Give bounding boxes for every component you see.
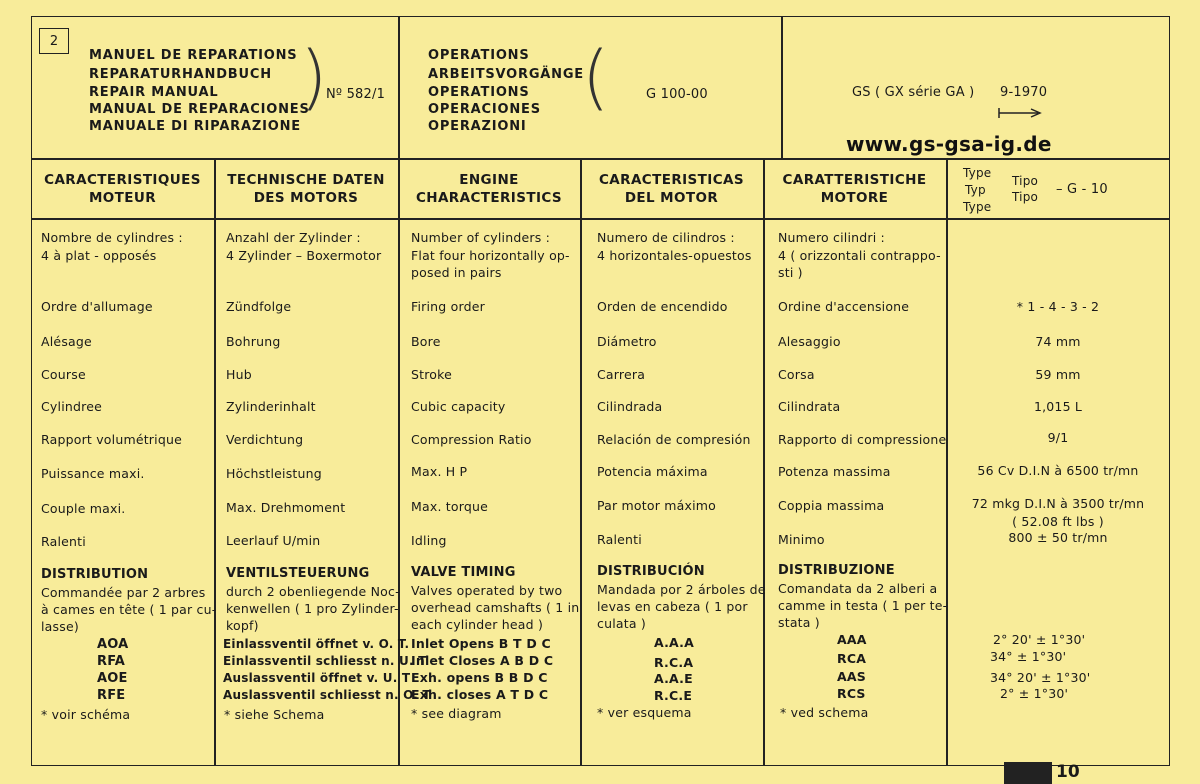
header-vline-2 [781,16,783,158]
op-de: ARBEITSVORGÄNGE [428,67,584,82]
row-firing-en: Firing order [411,299,485,314]
row-ratio-fr: Rapport volumétrique [41,432,182,447]
row-torque-de: Max. Drehmoment [226,500,346,515]
dist-desc-de: durch 2 obenliegende Noc- kenwellen ( 1 pro Zylinder- kopf) [226,584,400,633]
row-firing-fr: Ordre d'allumage [41,299,153,314]
row-idle-de: Leerlauf U/min [226,533,321,548]
row-torque-value: 72 mkg D.I.N à 3500 tr/mn ( 52.08 ft lbs ) [971,496,1145,529]
row-bore-en: Bore [411,334,441,349]
row-torque-it: Coppia massima [778,498,885,513]
note-it: * ved schema [780,705,869,720]
title-de: REPARATURHANDBUCH [89,67,272,82]
op-fr: OPERATIONS [428,48,530,63]
row-power-value: 56 Cv D.I.N à 6500 tr/mn [977,463,1139,478]
dist-code-en-1: Inlet Opens B T D C [411,636,551,651]
header-divider [31,158,1170,160]
dist-code-es-2: R.C.A [654,655,694,670]
row-power-fr: Puissance maxi. [41,466,145,481]
row-firing-es: Orden de encendido [597,299,728,314]
row-cc-de: Zylinderinhalt [226,399,316,414]
dist-code-it-2: RCA [837,651,867,666]
dist-title-en: VALVE TIMING [411,565,516,580]
row-bore-de: Bohrung [226,334,281,349]
row-bore-fr: Alésage [41,334,92,349]
dist-code-it-1: AAA [837,632,867,647]
col-header-it: CARATTERISTICHE MOTORE [782,172,927,206]
row-cc-es: Cilindrada [597,399,663,414]
dist-code-en-4: Exh. closes A T D C [411,687,549,702]
dist-title-fr: DISTRIBUTION [41,567,149,582]
op-it: OPERAZIONI [428,119,527,134]
row-power-it: Potenza massima [778,464,891,479]
model: GS ( GX série GA ) [852,85,975,100]
note-fr: * voir schéma [41,707,131,722]
row-cyl-it: Numero cilindri : 4 ( orizzontali contrappo- sti ) [778,230,941,280]
dist-code-de-2: Einlassventil schliesst n. U. T [223,654,427,668]
type-label-3: Type [963,200,992,214]
row-ratio-value: 9/1 [1047,430,1069,445]
title-fr: MANUEL DE REPARATIONS [89,48,298,63]
row-idle-en: Idling [411,533,447,548]
row-power-es: Potencia máxima [597,464,708,479]
dist-code-de-3: Auslassventil öffnet v. U. T [223,671,411,685]
row-bore-value: 74 mm [1035,334,1081,349]
date: 9-1970 [1000,85,1048,100]
dist-value-3: 34° 20' ± 1°30' [990,670,1091,685]
dist-code-fr-3: AOE [97,671,128,686]
dist-desc-es: Mandada por 2 árboles de levas en cabeza ( 1 por culata ) [597,582,766,631]
op-en: OPERATIONS [428,85,530,100]
row-bore-it: Alesaggio [778,334,841,349]
col-header-es: CARACTERISTICAS DEL MOTOR [599,172,744,206]
website-url: www.gs-gsa-ig.de [846,132,1052,156]
manual-number: Nº 582/1 [326,87,386,102]
dist-code-de-4: Auslassventil schliesst n. O. T [223,688,431,702]
row-stroke-es: Carrera [597,367,646,382]
dist-code-es-3: A.A.E [654,671,693,686]
type-value: – G - 10 [1056,182,1108,197]
col-header-fr: CARACTERISTIQUES MOTEUR [44,172,201,206]
row-ratio-de: Verdichtung [226,432,304,447]
column-header-divider [31,218,1170,220]
dist-code-en-2: Inlet Closes A B D C [411,653,554,668]
dist-code-fr-2: RFA [97,654,126,669]
row-torque-es: Par motor máximo [597,498,716,513]
col-divider-3 [580,158,582,766]
title-it: MANUALE DI RIPARAZIONE [89,119,301,134]
row-ratio-es: Relación de compresión [597,432,751,447]
row-stroke-value: 59 mm [1035,367,1081,382]
row-power-de: Höchstleistung [226,466,322,481]
row-stroke-en: Stroke [411,367,453,382]
note-de: * siehe Schema [224,707,325,722]
row-idle-es: Ralenti [597,532,642,547]
row-stroke-fr: Course [41,367,86,382]
dist-title-it: DISTRIBUZIONE [778,563,895,578]
dist-value-1: 2° 20' ± 1°30' [993,632,1086,647]
dist-code-de-1: Einlassventil öffnet v. O. T. [223,637,410,651]
row-cc-value: 1,015 L [1033,399,1083,414]
row-torque-en: Max. torque [411,499,489,514]
type-label-2: Typ [965,183,986,197]
row-cyl-es: Numero de cilindros : 4 horizontales-opuestos [597,230,752,263]
row-cyl-de: Anzahl der Zylinder : 4 Zylinder – Boxermotor [226,230,382,263]
dist-desc-en: Valves operated by two overhead camshafts ( 1 in each cylinder head ) [411,583,580,632]
page-number-bar [1004,762,1052,784]
row-cc-it: Cilindrata [778,399,841,414]
dist-code-fr-1: AOA [97,637,129,652]
row-power-en: Max. H P [411,464,468,479]
row-cyl-en: Number of cylinders : Flat four horizontally op- posed in pairs [411,230,570,280]
row-ratio-en: Compression Ratio [411,432,532,447]
title-es: MANUAL DE REPARACIONES [89,102,310,117]
tipo-label-2: Tipo [1012,190,1039,204]
dist-title-es: DISTRIBUCIÓN [597,564,705,579]
row-torque-fr: Couple maxi. [41,501,126,516]
dist-value-4: 2° ± 1°30' [1000,686,1069,701]
row-firing-it: Ordine d'accensione [778,299,910,314]
dist-code-it-4: RCS [837,686,866,701]
row-ratio-it: Rapporto di compressione [778,432,947,447]
dist-code-es-1: A.A.A [654,635,694,650]
dist-code-it-3: AAS [837,669,866,684]
dist-desc-it: Comandata da 2 alberi a camme in testa ( 1 per te- stata ) [778,581,948,630]
row-cc-fr: Cylindree [41,399,102,414]
op-es: OPERACIONES [428,102,541,117]
page-box: 2 [39,28,69,54]
dist-title-de: VENTILSTEUERUNG [226,566,370,581]
row-stroke-it: Corsa [778,367,815,382]
dist-code-en-3: Exh. opens B B D C [411,670,548,685]
row-idle-fr: Ralenti [41,534,86,549]
note-es: * ver esquema [597,705,692,720]
dist-code-es-4: R.C.E [654,688,693,703]
note-en: * see diagram [411,706,502,721]
header-vline-1 [398,16,400,158]
row-bore-es: Diámetro [597,334,657,349]
row-cyl-fr: Nombre de cylindres : 4 à plat - opposés [41,230,183,263]
row-firing-value: * 1 - 4 - 3 - 2 [1016,299,1100,314]
col-header-en: ENGINE CHARACTERISTICS [415,172,563,206]
arrow-icon [998,105,1042,119]
dist-code-fr-4: RFE [97,688,126,703]
col-divider-4 [763,158,765,766]
row-stroke-de: Hub [226,367,252,382]
op-code: G 100-00 [646,87,708,102]
row-idle-value: 800 ± 50 tr/mn [1008,530,1108,545]
col-divider-1 [214,158,216,766]
dist-desc-fr: Commandée par 2 arbres à cames en tête ( 1 par cu- lasse) [41,585,217,634]
brace-left: ) [300,36,328,118]
tipo-label-1: Tipo [1012,174,1039,188]
type-label-1: Type [963,166,992,180]
col-header-de: TECHNISCHE DATEN DES MOTORS [227,172,385,206]
title-en: REPAIR MANUAL [89,85,219,100]
row-idle-it: Minimo [778,532,825,547]
row-cc-en: Cubic capacity [411,399,506,414]
page-number: 10 [1056,762,1080,782]
dist-value-2: 34° ± 1°30' [990,649,1067,664]
row-firing-de: Zündfolge [226,299,292,314]
brace-right: ( [582,36,610,118]
